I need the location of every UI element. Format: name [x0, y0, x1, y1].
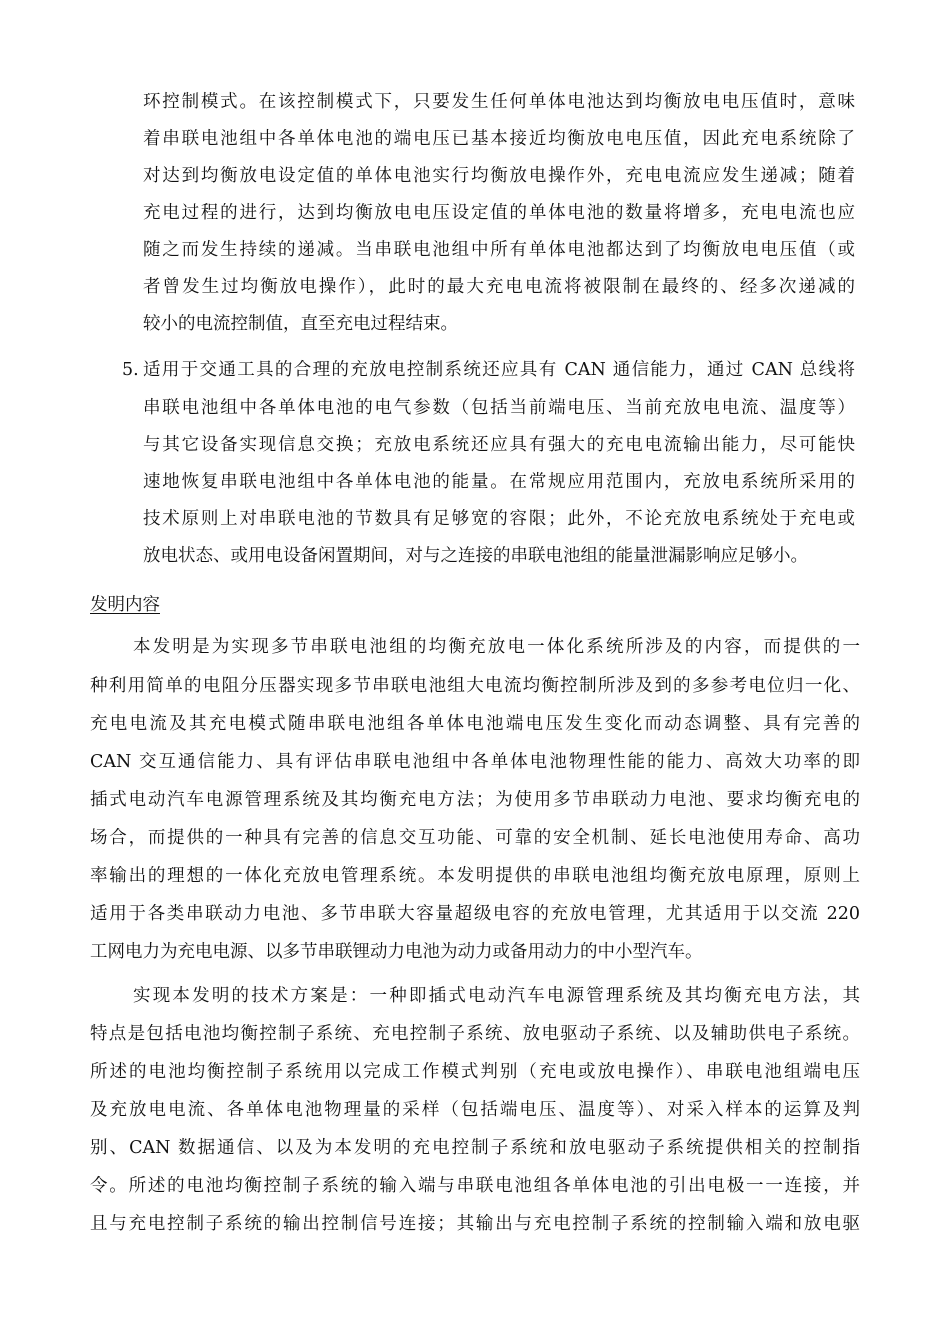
- paragraph-line: 场合，而提供的一种具有完善的信息交互功能、可靠的安全机制、延长电池使用寿命、高功: [90, 828, 860, 848]
- list-item-line: 串联电池组中各单体电池的电气参数（包括当前端电压、当前充放电电流、温度等）: [143, 398, 855, 418]
- section-heading: 发明内容: [90, 595, 160, 615]
- paragraph-line: 且与充电控制子系统的输出控制信号连接；其输出与充电控制子系统的控制输入端和放电驱: [90, 1214, 860, 1234]
- paragraph-line: CAN 交互通信能力、具有评估串联电池组中各单体电池物理性能的能力、高效大功率的即: [90, 752, 860, 772]
- paragraph-line: 所述的电池均衡控制子系统用以完成工作模式判别（充电或放电操作）、串联电池组端电压: [90, 1062, 860, 1082]
- paragraph-line: 种利用简单的电阻分压器实现多节串联电池组大电流均衡控制所涉及到的多参考电位归一化、: [90, 676, 860, 696]
- continuation-line: 环控制模式。在该控制模式下，只要发生任何单体电池达到均衡放电电压值时，意味: [143, 92, 855, 112]
- paragraph-line: 别、CAN 数据通信、以及为本发明的充电控制子系统和放电驱动子系统提供相关的控制指: [90, 1138, 860, 1158]
- continuation-line: 着串联电池组中各单体电池的端电压已基本接近均衡放电电压值，因此充电系统除了: [143, 129, 855, 149]
- paragraph-line: 实现本发明的技术方案是：一种即插式电动汽车电源管理系统及其均衡充电方法，其: [133, 986, 860, 1006]
- paragraph-line: 特点是包括电池均衡控制子系统、充电控制子系统、放电驱动子系统、以及辅助供电子系统。: [90, 1024, 860, 1044]
- paragraph-line: 本发明是为实现多节串联电池组的均衡充放电一体化系统所涉及的内容，而提供的一: [133, 637, 860, 657]
- list-item-line: 放电状态、或用电设备闲置期间，对与之连接的串联电池组的能量泄漏影响应足够小。: [143, 546, 808, 566]
- paragraph-line: 令。所述的电池均衡控制子系统的输入端与串联电池组各单体电池的引出电极一一连接，并: [90, 1176, 860, 1196]
- continuation-line: 充电过程的进行，达到均衡放电电压设定值的单体电池的数量将增多，充电电流也应: [143, 203, 855, 223]
- paragraph-line: 率输出的理想的一体化充放电管理系统。本发明提供的串联电池组均衡充放电原理，原则上: [90, 866, 860, 886]
- paragraph-line: 适用于各类串联动力电池、多节串联大容量超级电容的充放电管理，尤其适用于以交流 220: [90, 904, 860, 924]
- continuation-line: 随之而发生持续的递减。当串联电池组中所有单体电池都达到了均衡放电电压值（或: [143, 240, 855, 260]
- list-item-line: 速地恢复串联电池组中各单体电池的能量。在常规应用范围内，充放电系统所采用的: [143, 472, 855, 492]
- paragraph-line: 工网电力为充电电源、以多节串联锂动力电池为动力或备用动力的中小型汽车。: [90, 942, 703, 962]
- list-item-number: 5.: [122, 360, 139, 380]
- paragraph-line: 充电电流及其充电模式随串联电池组各单体电池端电压发生变化而动态调整、具有完善的: [90, 714, 860, 734]
- list-item-line: 技术原则上对串联电池的节数具有足够宽的容限；此外，不论充放电系统处于充电或: [143, 509, 855, 529]
- list-item-line: 与其它设备实现信息交换；充放电系统还应具有强大的充电电流输出能力，尽可能快: [143, 435, 855, 455]
- continuation-line: 者曾发生过均衡放电操作），此时的最大充电电流将被限制在最终的、经多次递减的: [143, 277, 855, 297]
- list-item-line: 适用于交通工具的合理的充放电控制系统还应具有 CAN 通信能力，通过 CAN 总线将: [143, 360, 855, 380]
- paragraph-line: 插式电动汽车电源管理系统及其均衡充电方法；为使用多节串联动力电池、要求均衡充电的: [90, 790, 860, 810]
- continuation-line: 对达到均衡放电设定值的单体电池实行均衡放电操作外，充电电流应发生递减；随着: [143, 166, 855, 186]
- continuation-line: 较小的电流控制值，直至充电过程结束。: [143, 314, 458, 334]
- paragraph-line: 及充放电电流、各单体电池物理量的采样（包括端电压、温度等）、对采入样本的运算及判: [90, 1100, 860, 1120]
